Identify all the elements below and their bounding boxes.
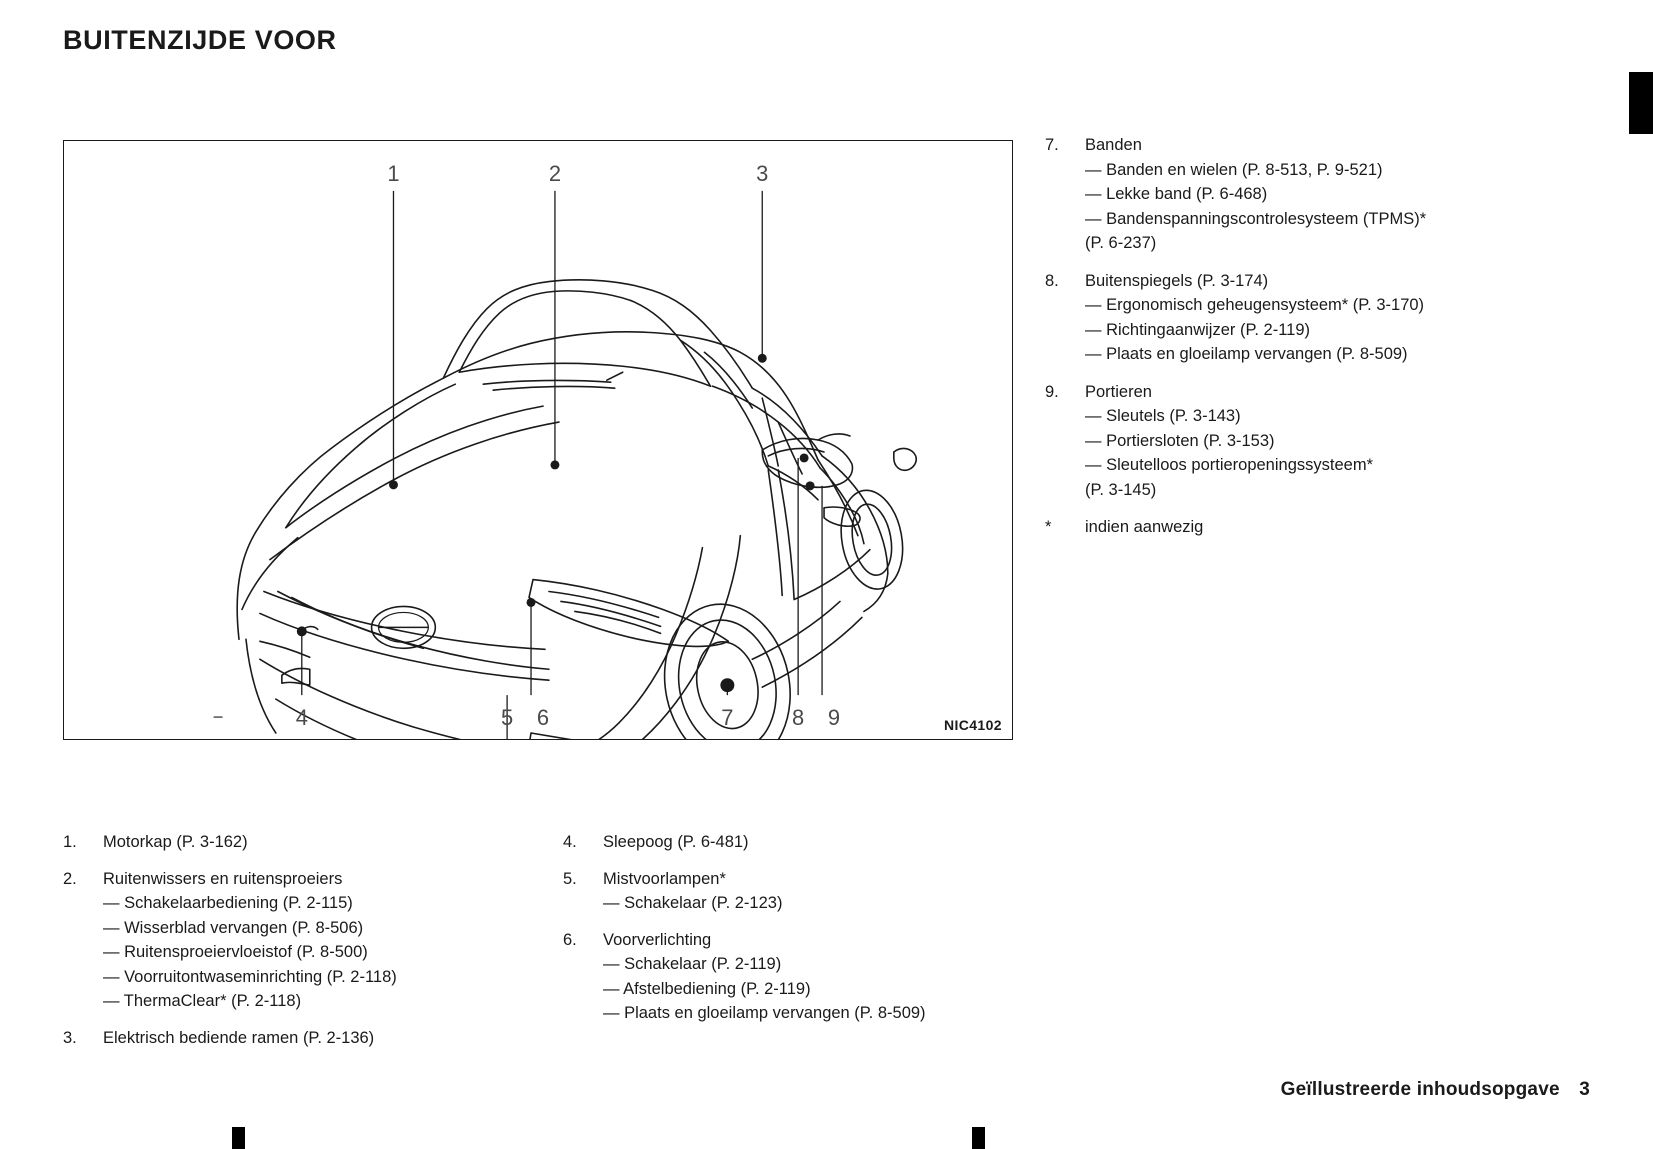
list-item-sub: — Schakelaarbediening (P. 2-115) — [103, 894, 353, 912]
list-item-sub: — Ergonomisch geheugensysteem* (P. 3-170) — [1085, 296, 1425, 314]
list-item-sub: — Ruitensproeiervloeistof (P. 8-500) — [103, 943, 368, 961]
list-item — [63, 867, 563, 1014]
footnote-text: indien aanwezig — [1085, 518, 1204, 536]
list-item-title: Buitenspiegels (P. 3-174) — [1085, 271, 1269, 290]
list-item-number: 7. — [1045, 136, 1059, 154]
list-item-body — [603, 928, 1063, 1026]
middle-item-list — [563, 830, 1063, 1062]
callout-labels — [296, 161, 840, 730]
list-item-number: 2. — [63, 869, 77, 888]
list-item — [563, 830, 1063, 855]
list-item-sub: — Wisserblad vervangen (P. 8-506) — [103, 918, 364, 937]
svg-text:1: 1 — [387, 160, 400, 186]
list-item-number: 5. — [563, 869, 577, 888]
list-item — [563, 928, 1063, 1026]
list-item-body — [103, 1026, 563, 1051]
footer-page-number: 3 — [1579, 1079, 1590, 1100]
svg-text:3: 3 — [756, 160, 769, 186]
svg-text:7: 7 — [721, 705, 734, 731]
list-item-title: Ruitenwissers en ruitensproeiers — [103, 869, 343, 888]
list-item — [563, 867, 1063, 916]
vehicle-front-exterior-figure — [63, 140, 1013, 740]
list-item — [1045, 380, 1565, 503]
crop-mark-right — [972, 1127, 985, 1149]
list-item-body — [103, 867, 563, 1014]
bottom-item-lists — [63, 830, 1063, 1062]
list-item-sub: — Voorruitontwaseminrichting (P. 2-118) — [103, 967, 397, 986]
list-item-sub: — Afstelbediening (P. 2-119) — [603, 979, 811, 998]
page-footer — [1281, 1079, 1590, 1101]
list-item-sub: (P. 3-145) — [1085, 480, 1157, 499]
vehicle-illustration — [64, 141, 1012, 739]
list-item-sub: — Sleutels (P. 3-143) — [1085, 407, 1241, 425]
list-item-number: 9. — [1045, 382, 1059, 401]
svg-text:9: 9 — [827, 705, 841, 731]
list-item-sub: — Plaats en gloeilamp vervangen (P. 8-509) — [1085, 345, 1408, 363]
page-title: BUITENZIJDE VOOR — [63, 25, 337, 55]
svg-text:6: 6 — [536, 705, 550, 731]
list-item-sub: — Schakelaar (P. 2-119) — [603, 955, 782, 973]
list-item-number: 1. — [63, 833, 77, 851]
list-item-sub: (P. 6-237) — [1085, 234, 1157, 252]
list-item-sub: — Banden en wielen (P. 8-513, P. 9-521) — [1085, 160, 1383, 179]
list-item-title: Banden — [1085, 136, 1142, 154]
list-item-sub: — Plaats en gloeilamp vervangen (P. 8-509) — [603, 1004, 926, 1022]
list-item-number: 8. — [1045, 271, 1059, 290]
list-item-sub: — Schakelaar (P. 2-123) — [603, 894, 783, 912]
crop-mark-left — [232, 1127, 245, 1149]
footnote — [1045, 515, 1565, 540]
list-item — [1045, 269, 1565, 367]
callout-dots — [297, 354, 814, 739]
list-item — [1045, 133, 1565, 256]
list-item-body — [1085, 380, 1565, 503]
list-item-title: Portieren — [1085, 382, 1152, 401]
list-item-body — [603, 867, 1063, 916]
list-item-number: 3. — [63, 1028, 77, 1047]
svg-text:2: 2 — [548, 160, 562, 186]
list-item-number: 6. — [563, 930, 577, 949]
svg-text:8: 8 — [792, 705, 805, 731]
list-item — [63, 1026, 563, 1051]
list-item-sub: — Sleutelloos portieropeningssysteem* — [1085, 456, 1373, 474]
svg-text:5: 5 — [501, 705, 514, 731]
list-item-sub: — Portiersloten (P. 3-153) — [1085, 431, 1275, 450]
section-edge-tab — [1629, 72, 1653, 134]
list-item-body — [603, 830, 1063, 855]
list-item-body — [1085, 133, 1565, 256]
svg-text:4: 4 — [295, 705, 308, 731]
list-item — [63, 830, 563, 855]
callout-leaders — [302, 191, 822, 739]
figure-code: NIC4102 — [943, 717, 1002, 733]
list-item-title: Voorverlichting — [603, 930, 712, 949]
footnote-mark: * — [1045, 518, 1052, 536]
list-item-sub: — Richtingaanwijzer (P. 2-119) — [1085, 320, 1310, 339]
list-item-sub: — ThermaClear* (P. 2-118) — [103, 992, 302, 1010]
list-item-sub: — Lekke band (P. 6-468) — [1085, 185, 1268, 203]
list-item-title: Motorkap (P. 3-162) — [103, 833, 248, 851]
left-item-list — [63, 830, 563, 1062]
list-item-title: Sleepoog (P. 6-481) — [603, 833, 749, 851]
list-item-title: Mistvoorlampen* — [603, 869, 726, 888]
right-item-list — [1045, 133, 1565, 540]
list-item-title: Elektrisch bediende ramen (P. 2-136) — [103, 1028, 375, 1047]
list-item-body — [1085, 269, 1565, 367]
list-item-sub: — Bandenspanningscontrolesysteem (TPMS)* — [1085, 209, 1427, 228]
list-item-body — [103, 830, 563, 855]
list-item-number: 4. — [563, 833, 577, 851]
footer-section-title: Geïllustreerde inhoudsopgave — [1280, 1079, 1560, 1100]
